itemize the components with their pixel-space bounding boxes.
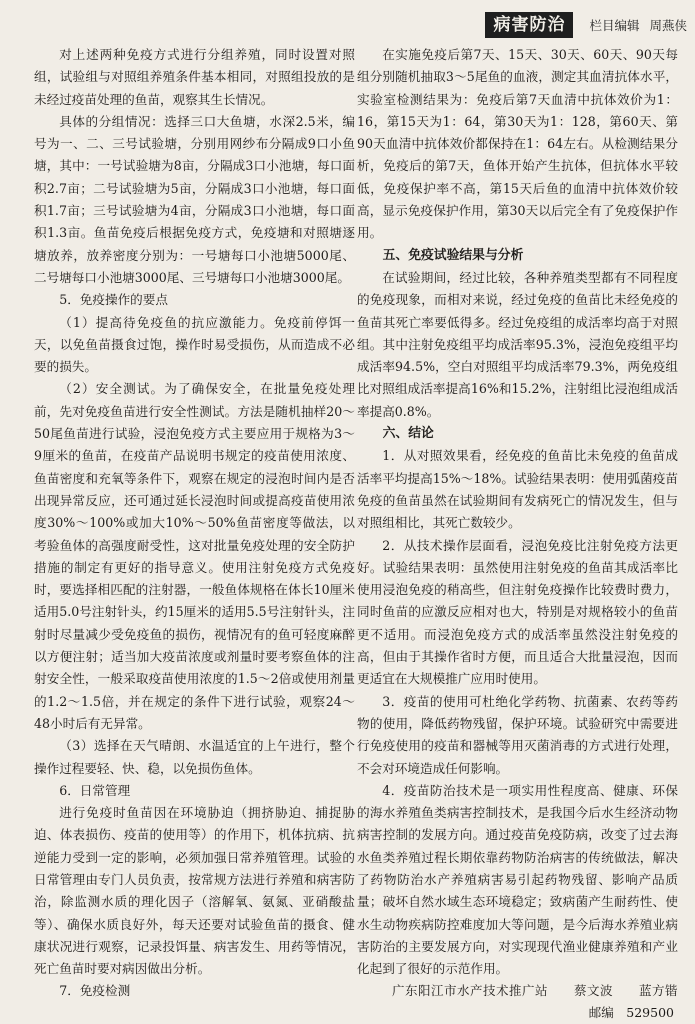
section-heading: 6．日常管理: [59, 782, 131, 798]
paragraph: 进行免疫时鱼苗因在环境胁迫（拥挤胁迫、捕捉胁迫、体表损伤、疫苗的使用等）的作用下，机体抗病、抗逆能力受到一定的影响，必须加强日常养殖管理。试验的日常管理由专门人员负责，按常规方法进行养殖和病害防治，除监测水质的理化因子（溶解氧、氨氮、亚硝酸盐等）、确保水质良好外，每天还要对试验鱼苗的摄食、健康状况进行观察，记录投饵量、病害发生、用药等情况，死亡鱼苗时要对病因做出分析。: [34, 805, 355, 977]
paragraph: 具体的分组情况：选择三口大鱼塘，水深2.5米，编号为一、二、三号试验塘，分别用网纱布分隔成9口小鱼塘，其中：一号试验塘为8亩，分隔成3口小池塘，每口面积2.7亩；二号试验塘为5亩，分隔成3口小池塘，每口面积1.7亩；三号试验塘为4亩，分隔成3口小池塘，每口面积1.3亩。鱼苗免疫后根据免疫方式，免疫塘和对照塘逐塘放养，放养密度分别为：一号塘每口小池塘5000尾、二号塘每口小池塘3000尾、三号塘每口小池塘3000尾。: [34, 113, 355, 285]
paragraph: 3．疫苗的使用可杜绝化学药物、抗菌素、农药等药物的使用，降低药物残留，保护环境。试验研究中需要进行免疫使用的疫苗和器械等用灭菌消毒的方式进行处理，不会对环境造成任何影响。: [357, 693, 678, 776]
postal-code: 邮编 529500: [588, 1005, 674, 1021]
paragraph: 在实施免疫后第7天、15天、30天、60天、90天每组分别随机抽取3～5尾鱼的血液，测定其血清抗体水平，实验室检测结果为：免疫后第7天血清中抗体效价为1：16，第15天为1：64，第30天为1：128，第60天、第90天血清中抗体效价都保持在1：64左右。从检测结果分析，免疫后的第7天，鱼体开始产生抗体，但抗体水平较低，免疫保护率不高，第15天后鱼的血清中抗体效价较高，显示免疫保护作用，第30天以后完全有了免疫保护作用。: [357, 47, 678, 241]
section-heading: 7．免疫检测: [59, 983, 131, 999]
left-column: [34, 44, 355, 1003]
column-header: [485, 12, 687, 38]
column-tag: 病害防治: [485, 12, 573, 38]
editor-label: 栏目编辑: [589, 18, 640, 33]
paragraph: （2）安全测试。为了确保安全，在批量免疫处理前，先对免疫鱼苗进行安全性测试。方法是随机抽样20～50尾鱼苗进行试验，浸泡免疫方式主要应用于规格为3～9厘米的鱼苗，在疫苗产品说明书规定的疫苗使用浓度、鱼苗密度和充氧等条件下，观察在规定的浸泡时间内是否出现异常反应，还可通过延长浸泡时间或提高疫苗使用浓度30%～100%或加大10%～50%鱼苗密度等做法，以考验鱼体的高强度耐受性，这对批量免疫处理的安全防护措施的制定有更好的指导意义。使用注射免疫方式免疫时，要选择相匹配的注射器，一般鱼体规格在体长10厘米适用5.0号注射针头，约15厘米的适用5.5号注射针头，注射时尽量减少受免疫鱼的损伤，视情况有的鱼可轻度麻醉以方便注射；适当加大疫苗浓度或剂量时要考察鱼体的注射安全性，一般采取疫苗使用浓度的1.5～2倍或使用剂量的1.2～1.5倍，并在规定的条件下进行试验，观察24～48小时后有无异常。: [34, 381, 355, 731]
editor-name: 周燕侠: [649, 18, 687, 33]
column-editor: [583, 16, 687, 34]
paragraph: 1．从对照效果看，经免疫的鱼苗比未免疫的鱼苗成活率平均提高15%～18%。试验结果表明：使用弧菌疫苗免疫的鱼苗虽然在试验期间有发病死亡的情况发生，但与对照组相比，其死亡数较少。: [357, 448, 678, 531]
paragraph: 4．疫苗防治技术是一项实用性程度高、健康、环保的海水养殖鱼类病害控制技术，是我国今后水生经济动物病害控制的发展方向。通过疫苗免疫防病，改变了过去海水鱼类养殖过程长期依靠药物防治病害的传统做法，解决了药物防治水产养殖病害易引起药物残留、影响产品质量；破坏自然水域生态环境稳定；致病菌产生耐药性、使水生动物疾病防控难度加大等问题，是今后海水养殖业病害防治的主要发展方向，对实现现代渔业健康养殖和产业化起到了很好的示范作用。: [357, 782, 678, 977]
paragraph: （3）选择在天气晴朗、水温适宜的上午进行，整个操作过程要轻、快、稳，以免损伤鱼体。: [34, 738, 355, 776]
section-heading: 五、免疫试验结果与分析: [382, 247, 524, 263]
paragraph: （1）提高待免疫鱼的抗应激能力。免疫前停饵一天，以免鱼苗摄食过饱，操作时易受损伤，从而造成不必要的损失。: [34, 314, 355, 375]
paragraph: 在试验期间，经过比较，各种养殖类型都有不同程度的免疫现象，而相对来说，经过免疫的鱼苗比未经免疫的鱼苗其死亡率要低得多。经过免疫组的成活率均高于对照组。其中注射免疫组平均成活率95.3%，浸泡免疫组平均成活率94.5%，空白对照组平均成活率79.3%，两免疫组比对照组成活率提高16%和15.2%，注射组比浸泡组成活率提高0.8%。: [357, 269, 678, 419]
section-heading: 5．免疫操作的要点: [59, 292, 168, 308]
section-heading: 六、结论: [382, 426, 434, 442]
right-column: [357, 44, 678, 1024]
paragraph: 对上述两种免疫方式进行分组养殖，同时设置对照组，试验组与对照组养殖条件基本相同，对照组投放的是未经过疫苗处理的鱼苗，观察其生长情况。: [34, 47, 355, 107]
author-line: 广东阳江市水产技术推广站 蔡文波 蓝方锴: [391, 983, 678, 999]
paragraph: 2．从技术操作层面看，浸泡免疫比注射免疫方法更好。试验结果表明：虽然使用注射免疫的鱼苗其成活率比使用浸泡免疫的稍高些，但注射免疫操作比较费时费力，同时鱼苗的应激反应相对也大，特别是对规格较小的鱼苗更不适用。而浸泡免疫方式的成活率虽然没注射免疫的高，但由于其操作省时方便，而且适合大批量浸泡，因而更适宜在大规模推广应用时使用。: [357, 537, 678, 687]
